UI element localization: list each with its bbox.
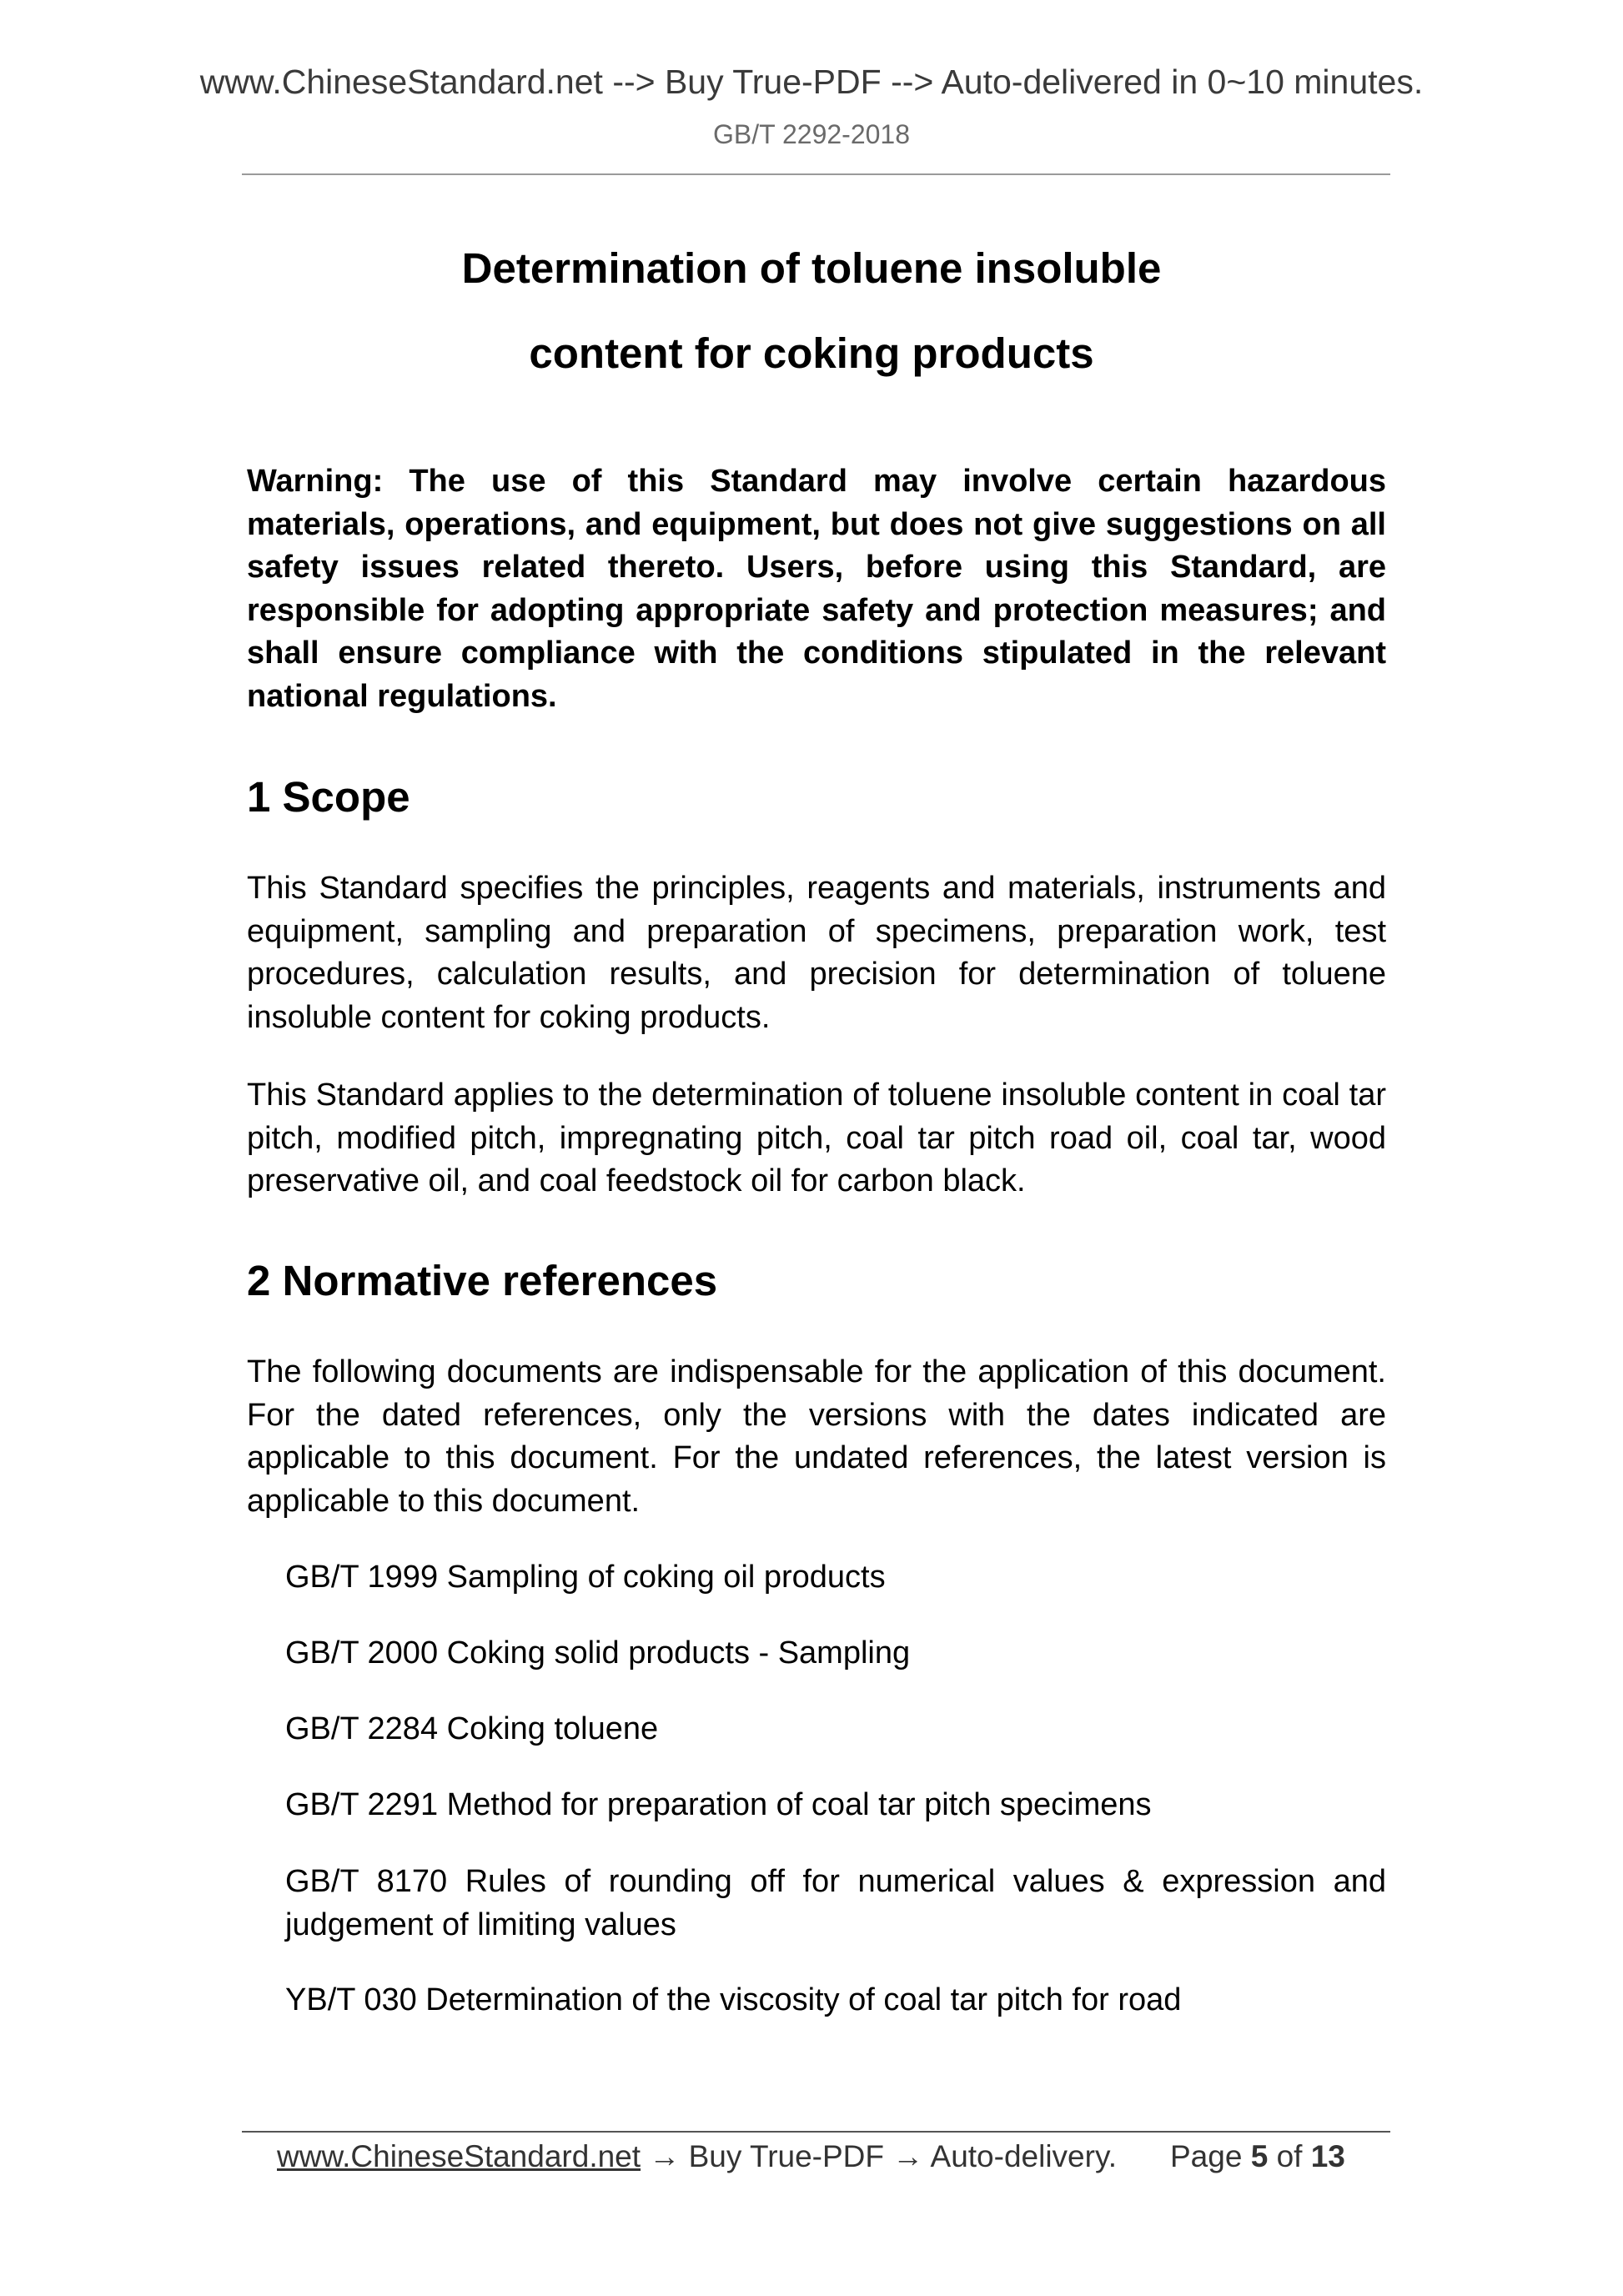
references-intro-paragraph: The following documents are indispensable for the application of this document. For the dated references, only the versions with the dates indicated are applicable to this document. For the undated references, the latest version is applicable to this document. [247,1354,1386,1519]
page-of-label: of [1276,2139,1303,2173]
footer-tagline: → Buy True-PDF → Auto-delivery. [649,2139,1117,2173]
document-title-line-1: Determination of toluene insoluble [461,244,1162,292]
standard-code: GB/T 2292-2018 [712,119,910,149]
scope-paragraph-1: This Standard specifies the principles, reagents and materials, instruments and equipment, sampling and preparation of specimens, preparation work, test procedures, calculation results, and precision for determination of toluene insoluble content for coking products. [247,871,1386,1035]
page-total-number: 13 [1310,2139,1345,2173]
footer-site-link[interactable]: www.ChineseStandard.net [277,2139,641,2173]
document-title-line-2: content for coking products [529,329,1094,377]
reference-item: GB/T 1999 Sampling of coking oil products [285,1560,886,1595]
page-indicator [1170,2138,1345,2176]
section-heading-normative-references: 2 Normative references [247,1257,718,1304]
reference-item: GB/T 2284 Coking toluene [285,1711,659,1746]
footer-divider [242,2131,1390,2133]
footer-left [277,2138,1117,2176]
header-divider [242,173,1390,175]
page-footer [0,2138,1623,2176]
scope-paragraph-2: This Standard applies to the determination of toluene insoluble content in coal tar pitch, modified pitch, impregnating pitch, coal tar pitch road oil, coal tar, wood preservative oil, and coal feedstock oil for carbon black. [247,1078,1386,1198]
page-label: Page [1170,2139,1243,2173]
reference-item: GB/T 2000 Coking solid products - Sampling [285,1635,911,1671]
warning-paragraph: Warning: The use of this Standard may involve certain hazardous materials, operations, and equipment, but does not give suggestions on all safety issues related thereto. Users, before using this Standard, are responsible for adopting appropriate safety and protection measures; and shall ensure compliance with the conditions stipulated in the relevant national regulations. [247,464,1386,714]
header-banner: www.ChineseStandard.net --> Buy True-PDF --> Auto-delivered in 0~10 minutes. [199,63,1424,101]
reference-item: YB/T 030 Determination of the viscosity of coal tar pitch for road [285,1982,1182,2017]
reference-item: GB/T 2291 Method for preparation of coal tar pitch specimens [285,1787,1152,1822]
reference-item: GB/T 8170 Rules of rounding off for numerical values & expression and judgement of limiting values [285,1864,1386,1942]
section-heading-scope: 1 Scope [247,773,410,821]
page-current-number: 5 [1250,2139,1269,2173]
